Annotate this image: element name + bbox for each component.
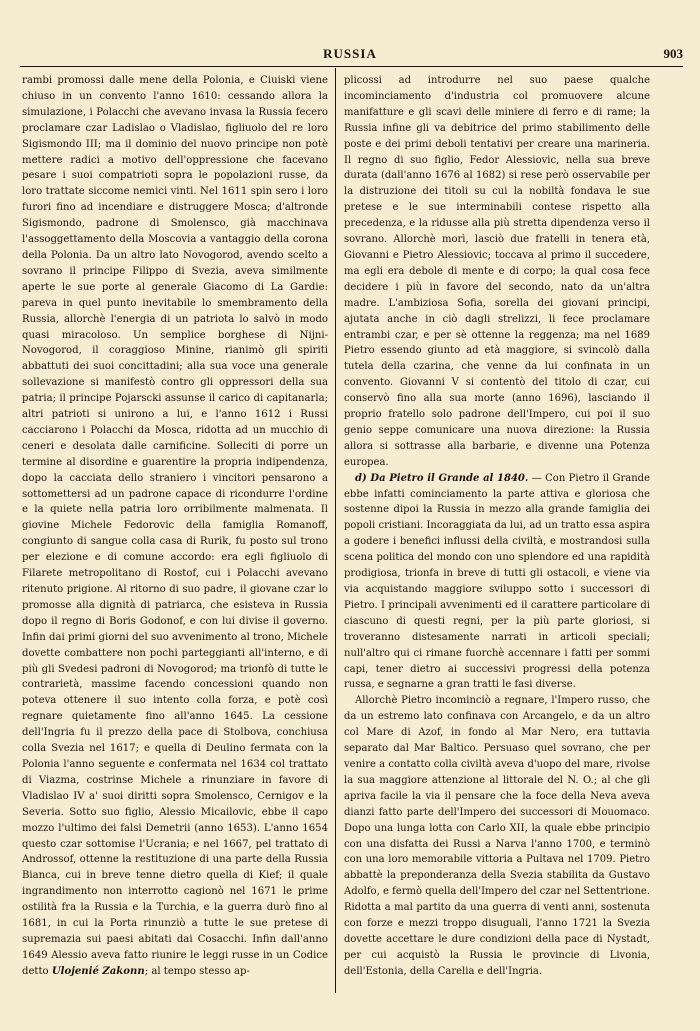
running-header-title: RUSSIA <box>323 46 377 61</box>
right-paragraph-3: Allorchè Pietro incominciò a regnare, l'Impero russo, che da un estremo lato confinava con Arcangelo, e da un altro col Mare di Azof, in fondo al Mar Nero, era tuttavia separato dal Mar Baltico. Persuaso quel sovrano, che per venire a contatto colla civiltà aveva d'uopo del mare, rivolse la sua maggiore attenzione al littorale del N. O.; al che gli apriva facile la via il pensare che la foce della Neva aveva dianzi fatto parte dell'Impero dei successori di Mouomaco. Dopo una lunga lotta con Carlo XII, la quale ebbe principio con una disfatta dei Russi a Narva l'anno 1700, e terminò con una loro memorabile vittoria a Pultava nel 1709. Pietro abbattè la preponderanza della Svezia stabilita da Gustavo Adolfo, e fermò quella dell'Impero del czar nel Settentrione. Ridotta a mal partito da una guerra di venti anni, sostenuta con forze e mezzi troppo disuguali, l'anno 1721 la Svezia dovette accettare le dure condizioni della pace di Nystadt, per cui acquistò la Russia le provincie di Livonia, dell'Estonia, della Carelia e dell'Ingria. <box>344 695 650 977</box>
right-paragraph-2-text: — Con Pietro il Grande ebbe infatti cominciamento la parte attiva e gloriosa che sostenne dipoi la Russia in mezzo alla grande famiglia dei popoli cristiani. Incoraggiata da lui, ad un tratto essa aspira a godere i benefici influssi della civiltà, e mostrandosi sulla scena politica del mondo con uno splendore ed una rapidità prodigiosa, trionfa in breve di tutti gli ostacoli, e viene via via acquistando maggiore sviluppo sotto i successori di Pietro. I principali avvenimenti ed il carattere particolare di ciascuno di questi regni, per la più parte gloriosi, si troveranno distesamente narrati in articoli speciali; null'altro qui ci rimane fuorchè accennare i fatti per sommi capi, tener dietro ai successivi progressi della potenza russa, e segnarne a gran tratti le fasi diverse. <box>344 472 650 691</box>
left-paragraph-1-text: rambi promossi dalle mene della Polonia, e Ciuiski viene chiuso in un convento l'anno 1610: cessando allora la simulazione, i Polacchi che avevano invasa la Russia fecero proclamare czar Ladislao o Vladislao, figliuolo del re loro Sigismondo III; ma il dominio del nuovo principe non potè mettere radici a motivo dell'oppressione che facevano pesare i suoi compatrioti sopra le popolazioni russe, da loro trattate siccome nemici vinti. Nel 1611 spin sero i loro furori fino ad incendiare e distruggere Mosca; d'altronde Sigismondo, padrone di Smolensco, già macchinava l'assoggettamento della Moscovia a vantaggio della corona della Polonia. Da un altro lato Novogorod, avendo scelto a sovrano il principe Filippo di Svezia, aveva similmente aperte le sue porte al generale Giacomo di La Gardie: pareva in quel punto inevitabile lo smembramento della Russia, allorchè l'energia di un patriota lo salvò in modo quasi miracoloso. Un semplice borghese di Nijni-Novogorod, il coraggioso Minine, rianimò gli spiriti abbattuti dei suoi concittadini; alla sua voce una generale sollevazione si manifestò contro gli oppressori della sua patria; il principe Pojarscki assunse il carico di capitanarla; altri patrioti si unirono a lui, e l'anno 1612 i Russi cacciarono i Polacchi da Mosca, ridotta ad un mucchio di ceneri e desolata dalle carnificine. Solleciti di porre un termine al disordine e guarentire la propria indipendenza, dopo la cacciata dello straniero i vincitori pensarono a sottomettersi ad un padrone capace di ricondurre l'ordine e la quiete nella patria loro orribilmente malmenata. Il giovine Michele Fedorovic della famiglia Romanoff, congiunto di sangue colla casa di Rurik, fu posto sul trono per elezione e di comune accordo: era egli figliuolo di Filarete metropolitano di Rostof, cui i Polacchi avevano ritenuto prigione. Al ritorno di suo padre, il giovane czar lo promosse alla dignità di patriarca, che esisteva in Russia dopo il regno di Boris Godonof, e con lui divise il governo. Infin dai primi giorni del suo avvenimento al trono, Michele dovette combattere non pochi parteggianti all'interno, e di più gli Svedesi padroni di Novogorod; ma trionfò di tutte le contrarietà, massime facendo concessioni quando non poteva ottenere il suo intento colla forza, e potè così regnare quietamente fino all'anno 1645. La cessione dell'Ingria fu il prezzo della pace di Stolbova, conchiusa colla Svezia nel 1617; e quella di Deulino fermata con la Polonia l'anno seguente e confermata nel 1634 col trattato di Viazma, costrinse Michele a rinunziare in favore di Vladislao IV a' suoi diritti sopra Smolensco, Cernigov e la Severia. Sotto suo figlio, Alessio Micailovic, ebbe il capo mozzo l'ultimo dei falsi Demetrii (anno 1653). L'anno 1654 questo czar sottomise l'Ucrania; e nel 1667, pel trattato di Androssof, ottenne la restituzione di una parte della Russia Bianca, cui in breve tenne dietro quella di Kief; il quale ingrandimento non interrotto cagionò nel 1671 le prime ostilità fra la Russia e la Turchia, e la guerra durò fino al 1681, in cui la Porta rinunziò a tutte le sue pretese di supremazia sui paesi abitati dai Cosacchi. Infin dall'anno 1649 Alessio aveva fatto riunire le leggi russe in un Codice detto <box>22 75 328 977</box>
left-paragraph-1-end: ; al tempo stesso ap- <box>144 965 250 977</box>
right-column <box>344 73 650 980</box>
right-paragraph-2 <box>344 471 650 694</box>
right-paragraph-1: plicossi ad introdurre nel suo paese qualche incominciamento d'industria col promuovere alcune manifatture e gli scavi delle miniere di ferro e di rame; la Russia infine gli va debitrice del primo stabilimento delle poste e dei primi deboli tentativi per creare una marineria. Il regno di suo figlio, Fedor Alessiovic, nella sua breve durata (dall'anno 1676 al 1682) si rese però osservabile per la distruzione dei titoli su cui la nobiltà fondava le sue pretese e le sue interminabili contese rispetto alla precedenza, e la ridusse alla più stretta dipendenza verso il sovrano. Allorchè morì, lasciò due fratelli in tenera età, Giovanni e Pietro Alessiovic; toccava al primo il succedere, ma egli era debole di mente e di corpo; la qual cosa fece decidere i più in favore del secondo, nato da un'altra madre. L'ambiziosa Sofia, sorella dei giovani principi, ajutata anche in ciò dagli strelizzi, li fece proclamare entrambi czar, e per sè ottenne la reggenza; ma nel 1689 Pietro essendo giunto ad età maggiore, si svincolò dalla tutela della czarina, che venne da lui confinata in un convento. Giovanni V si contentò del titolo di czar, cui conservò fino alla sua morte (anno 1696), lasciando il proprio fratello solo padrone dell'Impero, cui poi il suo genio seppe comunicare una nuova direzione: la Russia allora si sottrasse alla barbarie, e divenne una Potenza europea. <box>344 75 650 468</box>
left-column <box>22 73 328 980</box>
column-divider <box>335 68 336 993</box>
section-heading: d) Da Pietro il Grande al 1840. <box>355 472 529 484</box>
code-title: Ulojenié Zakonn <box>51 965 145 977</box>
left-paragraph-1 <box>22 73 328 980</box>
page-number: 903 <box>663 46 683 61</box>
header-rule <box>20 66 683 67</box>
